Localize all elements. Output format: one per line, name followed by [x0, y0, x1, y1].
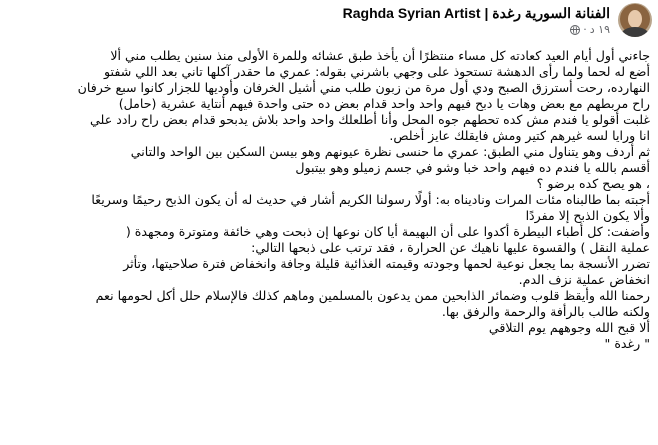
post-line: أضع له لحما ولما رأى الدهشة تستحوذ على وجهي باشرني بقوله: عمري ما حقدر آكلها تاني بعد اللي شفتو: [104, 64, 650, 79]
post-line: عملية النقل ) والقسوة عليها ناهيك عن الحرارة ، فقد ترتب على ذبحها التالي:: [251, 240, 650, 255]
post-line: ولكنه طالب بالرأفة والرحمة والرفق بها.: [441, 304, 650, 319]
post-line: النهارده، رحت أسترزق الصبح ودي أول مرة من زبون طلب مني أشيل الخرفان وأوديها للجزار كانوا سبع خرفان: [77, 80, 650, 95]
post-line: انا ورايا لسه غيرهم كتير ومش فايقلك عايز أخلص.: [389, 128, 650, 143]
post-line: جاءني أول أيام العيد كعادته كل مساء منتظرًا أن يأخذ طبق عشائه وللمرة الأولى منذ سنين يطلب مني ألا: [110, 48, 650, 63]
post-header: [343, 3, 652, 43]
post-line: تضرر الأنسجة بما يجعل نوعية لحمها وجودته وقيمته الغذائية قليلة وجافة وانخفاض فترة صلاحيتها، وتأثر: [123, 256, 650, 271]
post-line: وأضفت: كل أطباء البيطرة أكدوا على أن البهيمة أيا كان نوعها إن ذبحت وهي خائفة ومتوترة ومجهدة (: [125, 224, 650, 239]
post-line: أجبته بما طالبناه مئات المرات وناديناه به: أولًا رسولنا الكريم أشار في حديث له أن يكون الذبح رحيمًا وسريعًا: [91, 192, 650, 207]
avatar[interactable]: [618, 3, 652, 37]
post-meta: [343, 3, 610, 37]
post-line: راح مربطهم مع بعض وهات يا دبح فيهم واحد واحد قدام بعض ده حتى واحدة فيهم أنتاية عشرية (حامل): [118, 96, 650, 111]
post-line: أقسم بالله يا فندم ده فيهم واحد خبا وشو في جسم زميلو وهو بيتبول: [295, 160, 650, 175]
post-subline: [566, 23, 610, 37]
post-time[interactable]: ١٩ د: [589, 23, 610, 36]
post-line: رحمنا الله وأيقظ قلوب وضمائر الذابحين ممن يدعون بالمسلمين وماهم كذلك فالإسلام حلل أكل لحومها نعم: [95, 288, 650, 303]
post-line: ، هو يصح كده برضو ؟: [536, 176, 650, 191]
author-name[interactable]: Raghda Syrian Artist | الفنانة السورية رغدة: [342, 5, 610, 21]
post-line: وألا يكون الذبح إلا مفردًا: [525, 208, 650, 223]
post-line: ثم أردف وهو يتناول مني الطبق: عمري ما حنسى نظرة عيونهم وهو بيسن السكين بين الواحد والتاني: [130, 144, 650, 159]
post-line: غلبت أقولو يا فندم مش كده تحطهم جوه المحل وأنا أطلعلك واحد واحد بلاش يدبحو قدام بعض راح رادد علي: [90, 112, 650, 127]
avatar-face: [628, 10, 642, 28]
post-line: انخفاض عملية نزف الدم.: [518, 272, 650, 287]
avatar-shoulders: [621, 27, 649, 37]
separator-dot: ·: [583, 23, 587, 36]
post-line: ألا قبح الله وجوههم يوم التلاقي: [488, 320, 650, 335]
globe-icon[interactable]: [570, 25, 580, 35]
signature-line: " رغدة ": [604, 336, 650, 351]
post-body: [10, 48, 650, 352]
